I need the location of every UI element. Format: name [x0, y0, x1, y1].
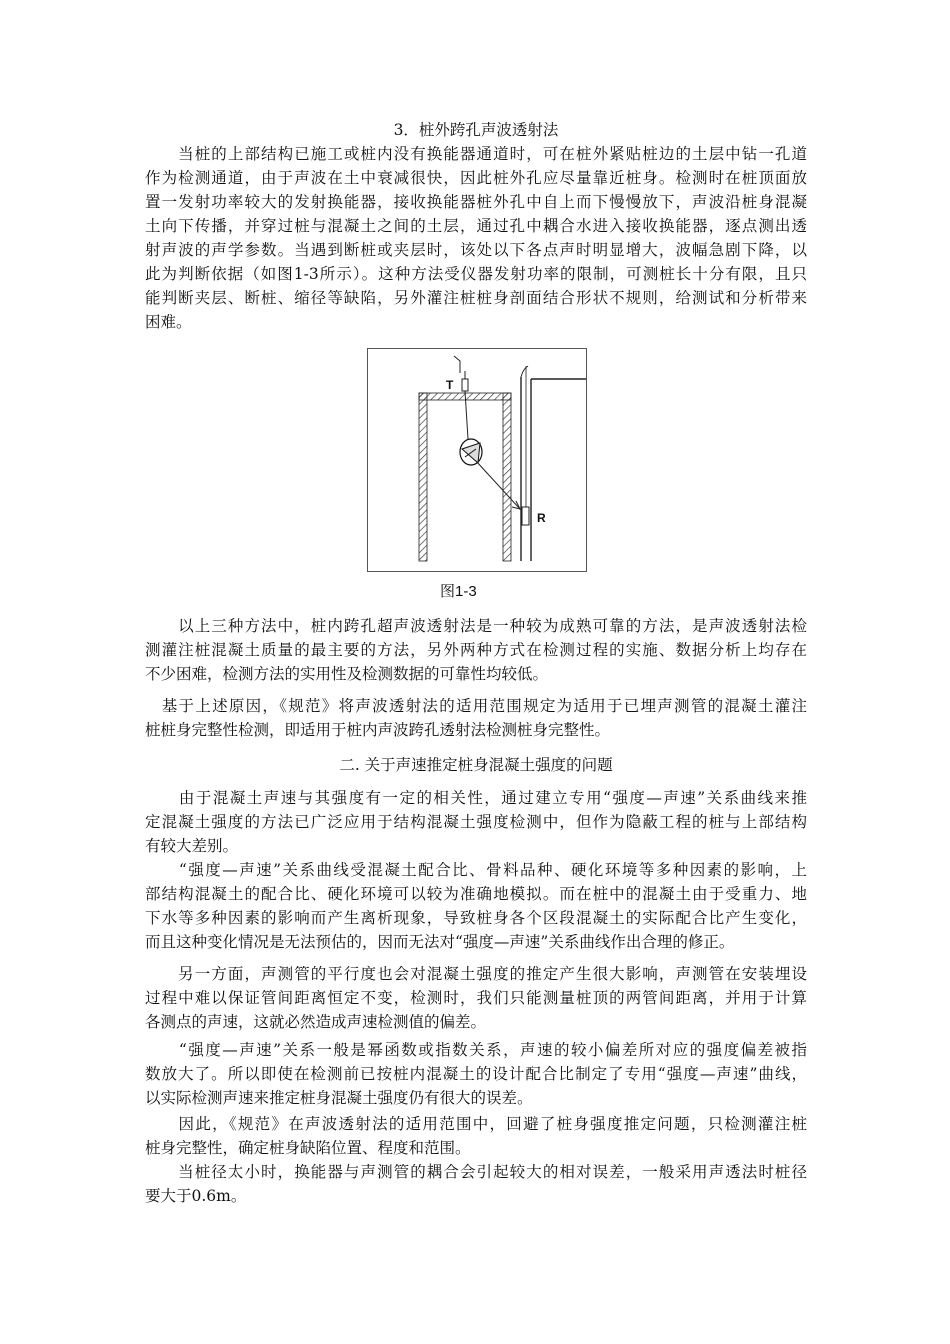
para4-line: 由于混凝土声速与其强度有一定的相关性，通过建立专用“强度—声速”关系曲线来推 [145, 789, 807, 807]
para3-line: 基于上述原因，《规范》将声波透射法的适用范围规定为适用于已埋声测管的混凝土灌注 [145, 697, 807, 715]
para1-line: 作为检测通道，由于声波在土中衰减很快，因此桩外孔应尽量靠近桩身。检测时在桩顶面放 [145, 169, 807, 187]
pile-wall-left [419, 393, 427, 561]
label-t: T [446, 378, 454, 392]
para1-line: 此为判断依据（如图1-3所示）。这种方法受仪器发射功率的限制，可测桩长十分有限，且只 [145, 265, 807, 283]
section-3-title: 3．桩外跨孔声波透射法 [393, 121, 559, 139]
para5-line: 而且这种变化情况是无法预估的，因而无法对“强度—声速”关系曲线作出合理的修正。 [145, 933, 735, 951]
para6-line: 另一方面，声测管的平行度也会对混凝土强度的推定产生很大影响，声测管在安装埋设 [145, 965, 807, 983]
receiver [522, 507, 529, 525]
crosshole-diagram [368, 349, 586, 571]
para2-line: 以上三种方法中，桩内跨孔超声波透射法是一种较为成熟可靠的方法，是声波透射法检 [145, 617, 807, 635]
para2-line: 不少困难，检测方法的实用性及检测数据的可靠性均较低。 [145, 665, 549, 683]
para1-line: 射声波的声学参数。当遇到断桩或夹层时，该处以下各点声时明显增大，波幅急剧下降，以 [145, 241, 807, 259]
para6-line: 过程中难以保证管间距离恒定不变，检测时，我们只能测量桩顶的两管间距离，并用于计算 [145, 989, 807, 1007]
para7-line: “强度—声速”关系一般是幂函数或指数关系，声速的较小偏差所对应的强度偏差被指 [145, 1041, 807, 1059]
para7-line: 数放大了。所以即使在检测前已按桩内混凝土的设计配合比制定了专用“强度—声速”曲线， [145, 1065, 807, 1083]
para4-line: 有较大差别。 [145, 837, 239, 855]
para5-line: “强度—声速”关系曲线受混凝土配合比、骨料品种、硬化环境等多种因素的影响，上 [145, 861, 807, 879]
para5-line: 部结构混凝土的配合比、硬化环境可以较为准确地模拟。而在桩中的混凝土由于受重力、地 [145, 885, 807, 903]
para4-line: 定混凝土强度的方法已广泛应用于结构混凝土强度检测中，但作为隐蔽工程的桩与上部结构 [145, 813, 807, 831]
para6-line: 各测点的声速，这就必然造成声速检测值的偏差。 [145, 1013, 487, 1031]
para1-line: 困难。 [145, 313, 192, 331]
para1-line: 能判断夹层、断桩、缩径等缺陷，另外灌注桩桩身剖面结合形状不规则，给测试和分析带来 [145, 289, 807, 307]
para8-line: 桩身完整性，确定桩身缺陷位置、程度和范围。 [145, 1139, 471, 1157]
figure-1-3-diagram [367, 348, 587, 572]
pile-wall-right [503, 393, 511, 561]
transmitter [462, 379, 468, 391]
para5-line: 下水等多种因素的影响而产生离析现象，导致桩身各个区段混凝土的实际配合比产生变化， [145, 909, 807, 927]
para2-line: 测灌注桩混凝土质量的最主要的方法，另外两种方式在检测过程的实施、数据分析上均存在 [145, 641, 807, 659]
para3-line: 桩桩身完整性检测，即适用于桩内声波跨孔透射法检测桩身完整性。 [145, 721, 611, 739]
label-r: R [537, 511, 546, 525]
para1-line: 置一发射功率较大的发射换能器，接收换能器桩外孔中自上而下慢慢放下，声波沿桩身混凝 [145, 193, 807, 211]
para1-line: 土向下传播，并穿过桩与混凝土之间的土层，通过孔中耦合水进入接收换能器，逐点测出透 [145, 217, 807, 235]
para7-line: 以实际检测声速来推定桩身混凝土强度仍有很大的误差。 [145, 1089, 533, 1107]
para8-line: 因此，《规范》在声波透射法的适用范围中，回避了桩身强度推定问题，只检测灌注桩 [145, 1115, 807, 1133]
figure-caption: 图1-3 [440, 583, 477, 600]
section-2-title: 二. 关于声速推定桩身混凝土强度的问题 [339, 756, 613, 774]
para9-line: 当桩径太小时，换能器与声测管的耦合会引起较大的相对误差，一般采用声透法时桩径 [145, 1163, 807, 1181]
para1-line: 当桩的上部结构已施工或桩内没有换能器通道时，可在桩外紧贴桩边的土层中钻一孔道 [145, 145, 807, 163]
wave-path [476, 461, 520, 509]
para9-line: 要大于0.6m。 [145, 1187, 247, 1205]
